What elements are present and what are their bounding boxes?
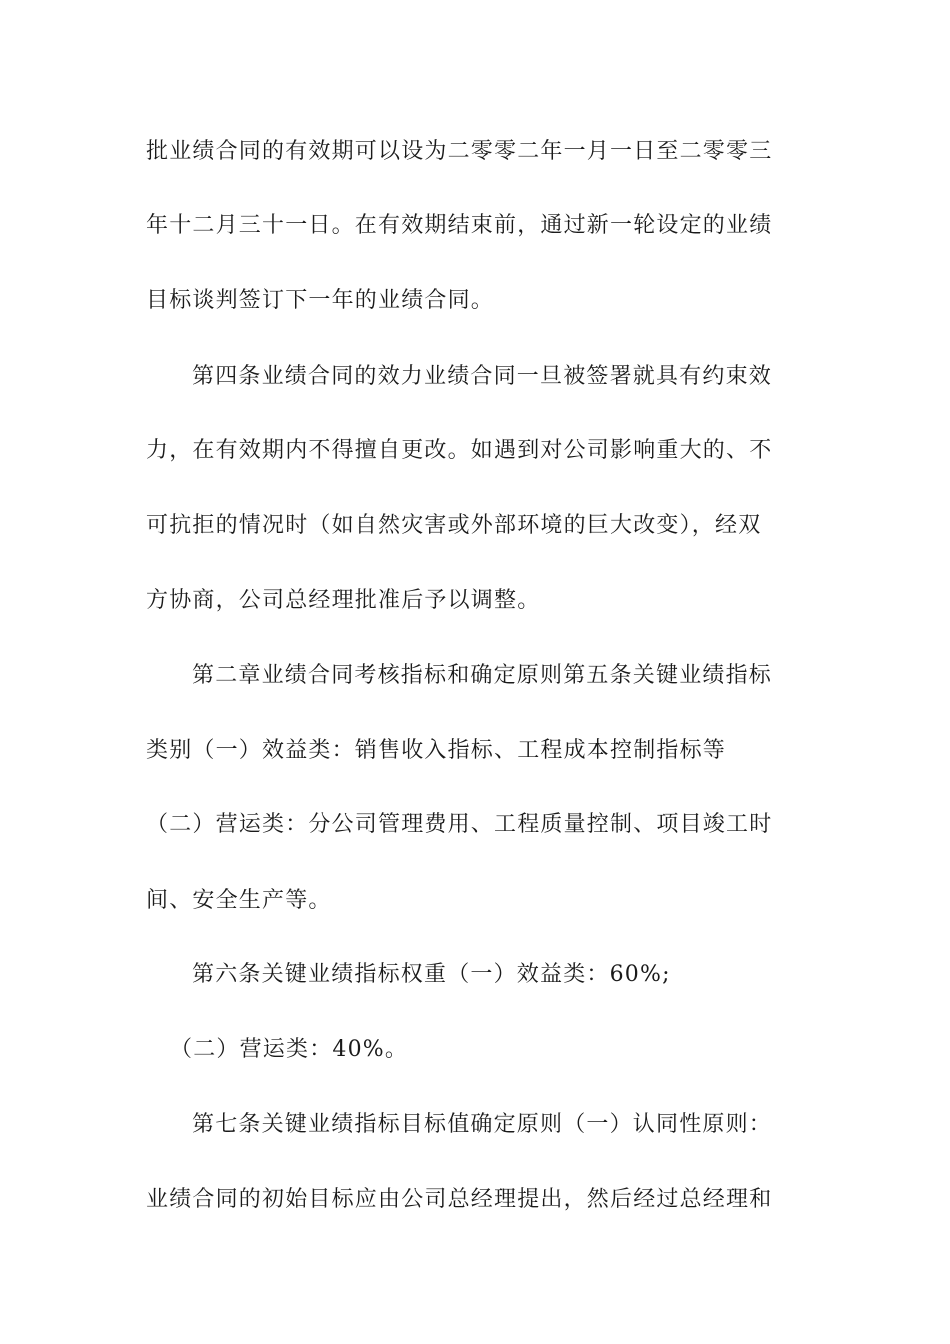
text-line-14: 第七条关键业绩指标目标值确定原则（一）认同性原则： bbox=[192, 1112, 773, 1137]
text-line-10: （二）营运类：分公司管理费用、工程质量控制、项目竣工时 bbox=[146, 812, 773, 837]
text-line-4: 第四条业绩合同的效力业绩合同一旦被签署就具有约束效 bbox=[192, 364, 773, 389]
text-line-13: （二）营运类：40%。 bbox=[170, 1037, 409, 1062]
text-line-6: 可抗拒的情况时（如自然灾害或外部环境的巨大改变），经双 bbox=[146, 513, 762, 538]
text-line-7: 方协商，公司总经理批准后予以调整。 bbox=[146, 588, 541, 613]
text-line-12: 第六条关键业绩指标权重（一）效益类：60%; bbox=[192, 962, 671, 987]
text-line-3: 目标谈判签订下一年的业绩合同。 bbox=[146, 288, 495, 313]
text-line-9: 类别（一）效益类：销售收入指标、工程成本控制指标等 bbox=[146, 738, 727, 763]
text-line-11: 间、安全生产等。 bbox=[146, 888, 332, 913]
text-line-2: 年十二月三十一日。在有效期结束前，通过新一轮设定的业绩 bbox=[146, 213, 773, 238]
text-line-15: 业绩合同的初始目标应由公司总经理提出，然后经过总经理和 bbox=[146, 1187, 773, 1212]
text-line-1: 批业绩合同的有效期可以设为二零零二年一月一日至二零零三 bbox=[146, 139, 773, 164]
text-line-8: 第二章业绩合同考核指标和确定原则第五条关键业绩指标 bbox=[192, 663, 773, 688]
text-line-5: 力，在有效期内不得擅自更改。如遇到对公司影响重大的、不 bbox=[146, 438, 773, 463]
